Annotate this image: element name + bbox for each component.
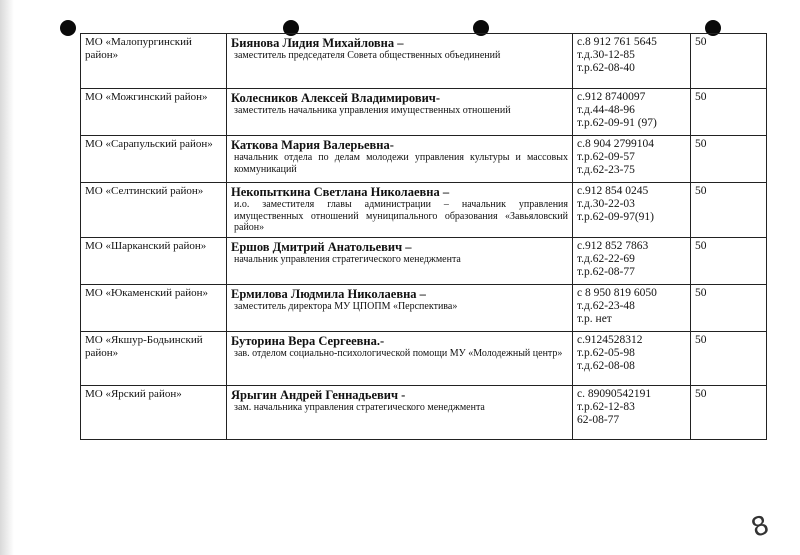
phones-cell	[573, 89, 691, 136]
person-role: зав. отделом социально-психологической помощи МУ «Молодежный центр»	[234, 348, 563, 360]
phone-line: т.д.62-08-08	[577, 360, 635, 373]
phones-cell	[573, 238, 691, 285]
person-role: и.о. заместителя главы администрации – начальник управления имущественных отношений муниципального образования «Завьяловский район»	[234, 199, 568, 234]
person-cell	[227, 285, 573, 332]
table-row	[81, 89, 767, 136]
phones-cell	[573, 34, 691, 89]
count-cell: 50	[691, 238, 767, 285]
person-cell	[227, 386, 573, 440]
person-name: Ершов Дмитрий Анатольевич –	[231, 240, 412, 254]
person-cell	[227, 183, 573, 238]
person-role: начальник управления стратегического менеджмента	[234, 254, 461, 266]
count-cell: 50	[691, 183, 767, 238]
contacts-table	[80, 33, 767, 440]
table-row	[81, 332, 767, 386]
phone-line: т.р.62-09-57	[577, 151, 635, 164]
phone-line: т.р.62-09-91 (97)	[577, 117, 657, 130]
phone-line: т.р.62-08-40	[577, 62, 635, 75]
phone-line: т.р.62-09-97(91)	[577, 211, 654, 224]
person-role: начальник отдела по делам молодежи управления культуры и массовых коммуникаций	[234, 152, 568, 175]
person-role: заместитель начальника управления имущественных отношений	[234, 105, 511, 117]
person-cell	[227, 238, 573, 285]
phone-line: с.912 8740097	[577, 91, 646, 103]
person-cell	[227, 332, 573, 386]
contacts-table-body	[81, 34, 767, 440]
phone-line: с.8 912 761 5645	[577, 36, 657, 48]
phone-line: с 8 950 819 6050	[577, 287, 657, 299]
count-cell: 50	[691, 386, 767, 440]
phones-cell	[573, 136, 691, 183]
person-cell	[227, 136, 573, 183]
person-name: Буторина Вера Сергеевна.-	[231, 334, 385, 348]
count-cell: 50	[691, 34, 767, 89]
phone-line: с. 89090542191	[577, 388, 652, 400]
phone-line: т.д.30-22-03	[577, 198, 635, 211]
page-number-mark: 8	[747, 510, 774, 544]
phone-line: т.р.62-05-98	[577, 347, 635, 360]
count-cell: 50	[691, 332, 767, 386]
table-row	[81, 34, 767, 89]
table-row	[81, 183, 767, 238]
area-cell: МО «Ярский район»	[81, 386, 227, 440]
person-name: Колесников Алексей Владимирович-	[231, 91, 440, 105]
person-role: заместитель председателя Совета общественных объединений	[234, 50, 501, 62]
person-name: Биянова Лидия Михайловна –	[231, 36, 404, 50]
phones-cell	[573, 332, 691, 386]
person-cell	[227, 89, 573, 136]
person-cell	[227, 34, 573, 89]
area-cell: МО «Малопургинский район»	[81, 34, 227, 89]
person-name: Ермилова Людмила Николаевна –	[231, 287, 426, 301]
phones-cell	[573, 183, 691, 238]
area-cell: МО «Селтинский район»	[81, 183, 227, 238]
phone-line: с.912 854 0245	[577, 185, 649, 197]
table-row	[81, 238, 767, 285]
phone-line: т.р.62-12-83	[577, 401, 635, 414]
area-cell: МО «Юкаменский район»	[81, 285, 227, 332]
phone-line: т.д.44-48-96	[577, 104, 635, 117]
count-cell: 50	[691, 136, 767, 183]
table-row	[81, 386, 767, 440]
area-cell: МО «Можгинский район»	[81, 89, 227, 136]
area-cell: МО «Шарканский район»	[81, 238, 227, 285]
area-cell: МО «Сарапульский район»	[81, 136, 227, 183]
phone-line: с.912 852 7863	[577, 240, 649, 252]
scan-edge-shadow	[0, 0, 14, 555]
table-row	[81, 285, 767, 332]
count-cell: 50	[691, 285, 767, 332]
table-row	[81, 136, 767, 183]
phone-line: т.р.62-08-77	[577, 266, 635, 279]
phone-line: с.8 904 2799104	[577, 138, 654, 150]
phone-line: т.д.30-12-85	[577, 49, 635, 62]
phone-line: с.9124528312	[577, 334, 643, 346]
area-cell: МО «Якшур-Бодьинский район»	[81, 332, 227, 386]
phone-line: т.д.62-23-75	[577, 164, 635, 177]
person-name: Некопыткина Светлана Николаевна –	[231, 185, 450, 199]
punch-hole	[60, 20, 76, 36]
person-role: заместитель директора МУ ЦПОПМ «Перспектива»	[234, 301, 458, 313]
person-name: Ярыгин Андрей Геннадьевич -	[231, 388, 406, 402]
phone-line: 62-08-77	[577, 414, 620, 427]
person-name: Каткова Мария Валерьевна-	[231, 138, 394, 152]
phone-line: т.д.62-23-48	[577, 300, 635, 313]
phones-cell	[573, 285, 691, 332]
phones-cell	[573, 386, 691, 440]
phone-line: т.д.62-22-69	[577, 253, 635, 266]
count-cell: 50	[691, 89, 767, 136]
person-role: зам. начальника управления стратегического менеджмента	[234, 402, 485, 414]
phone-line: т.р. нет	[577, 313, 612, 326]
